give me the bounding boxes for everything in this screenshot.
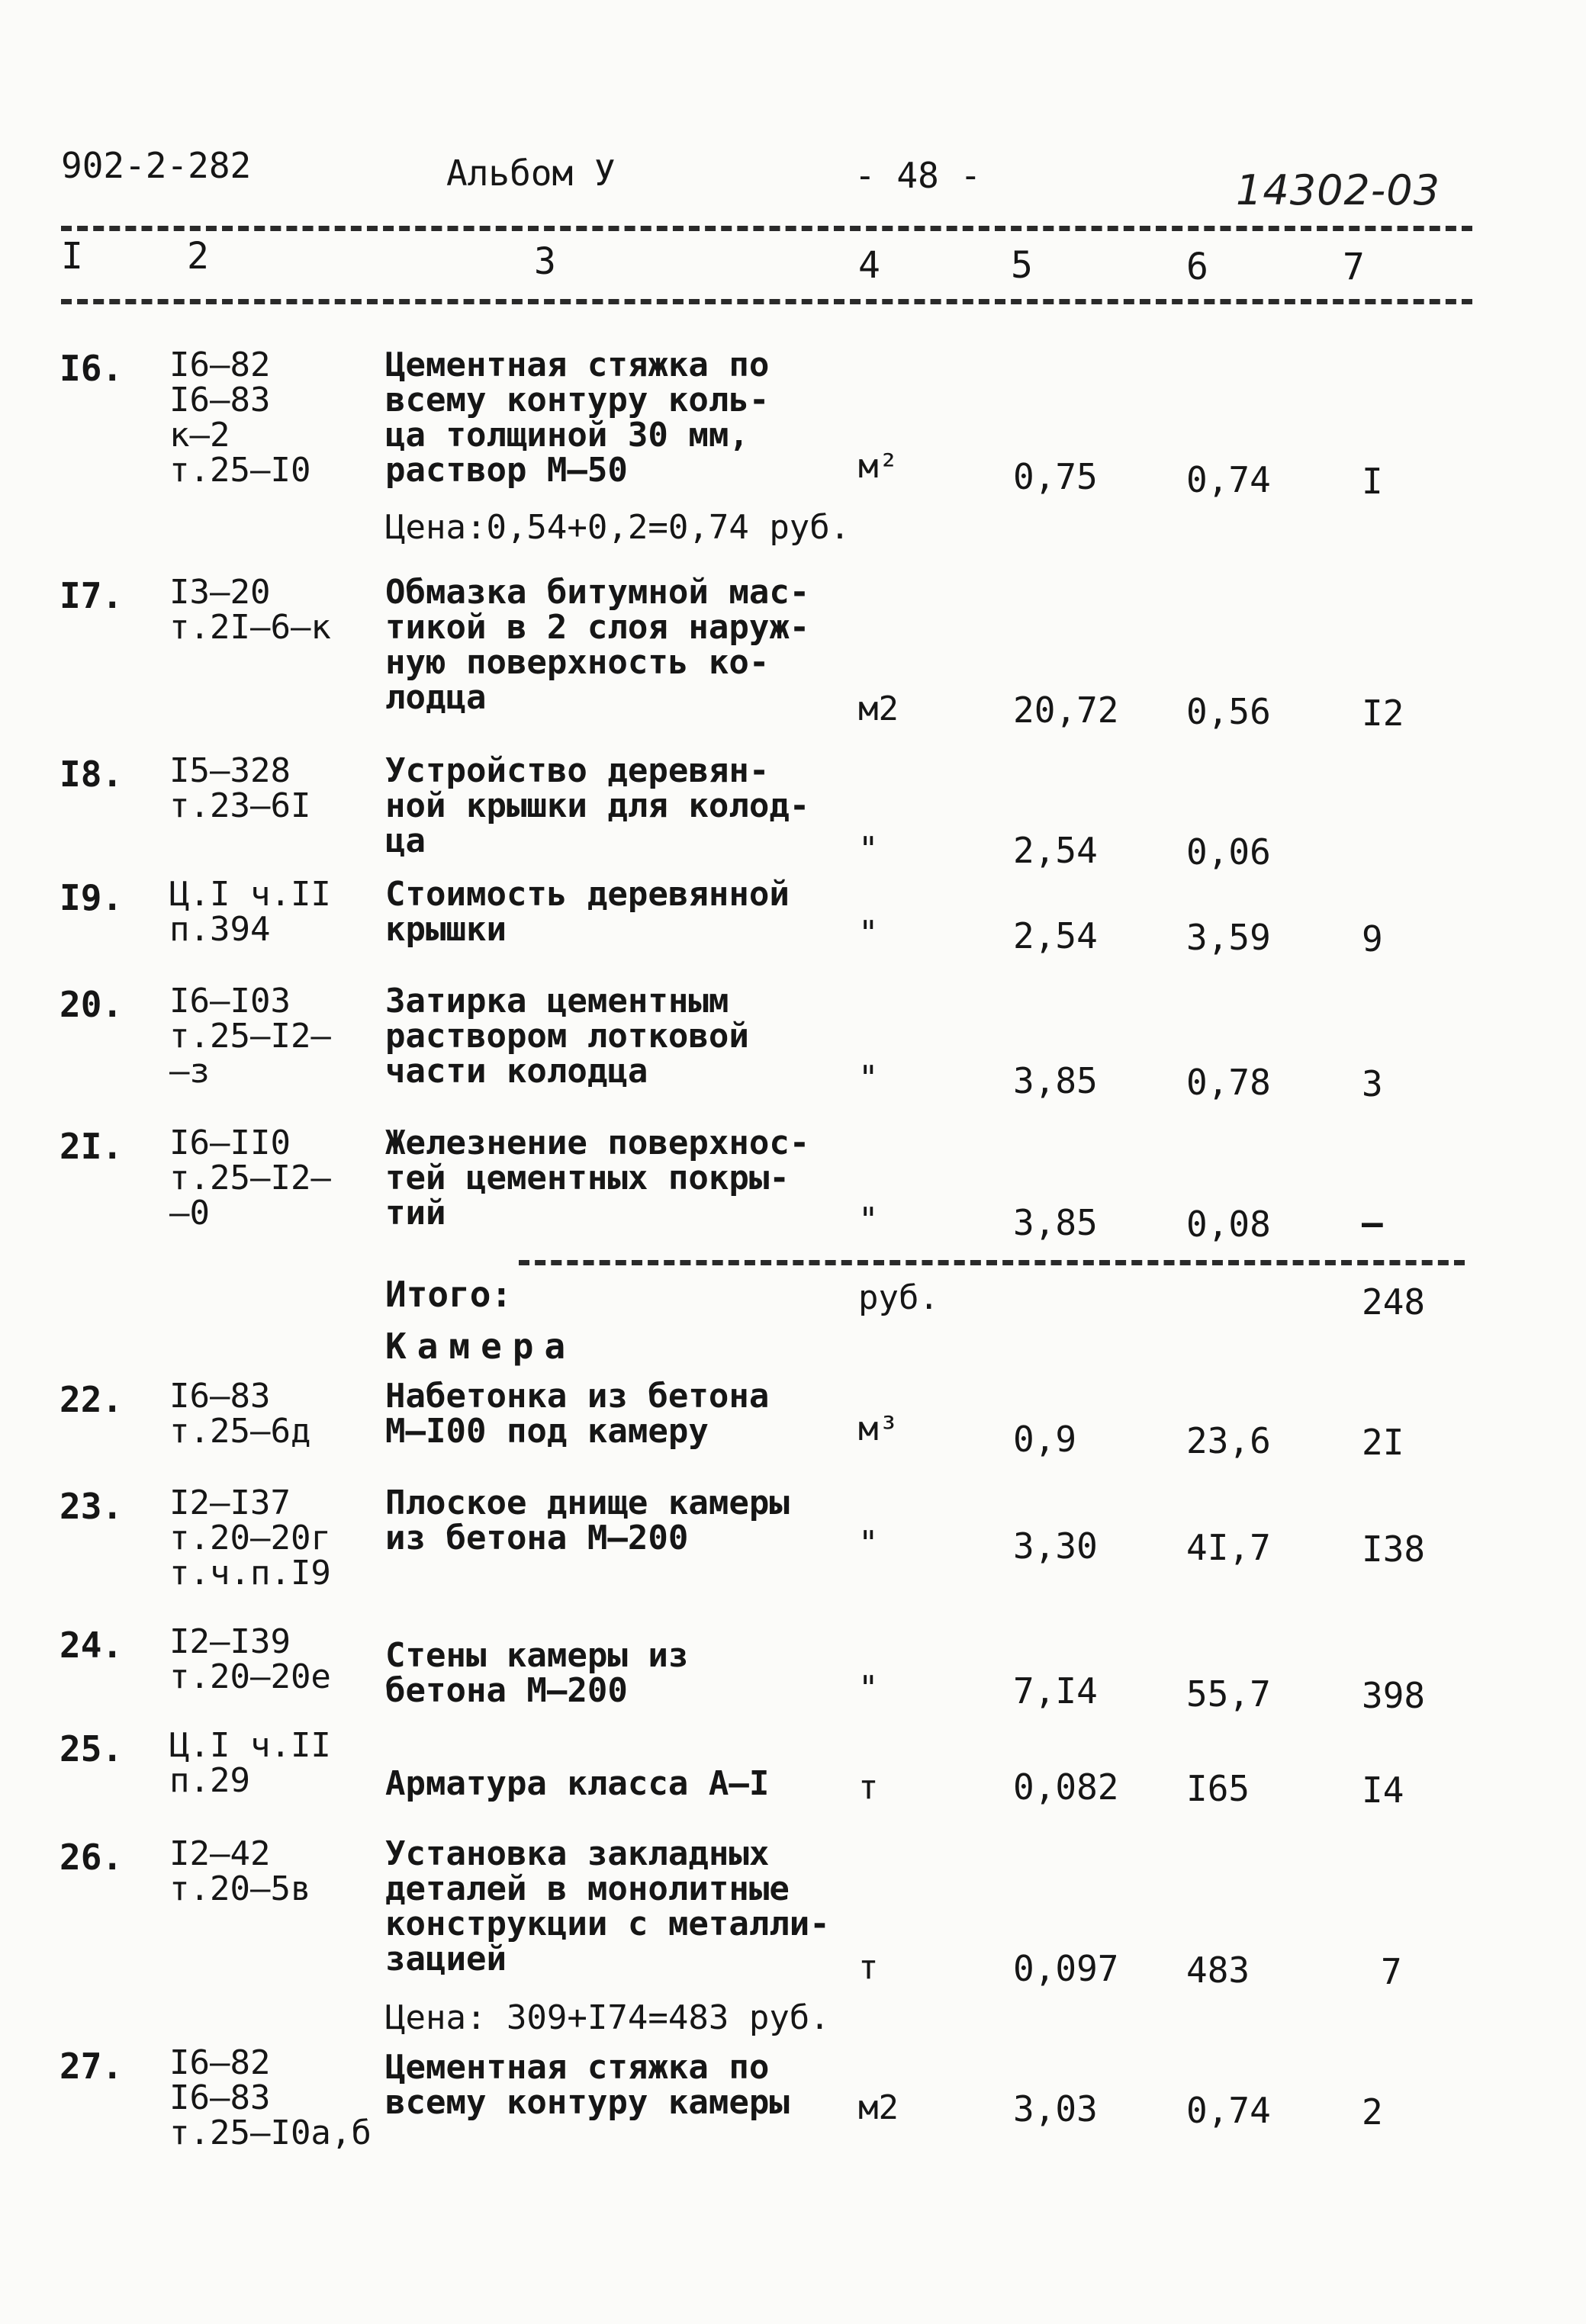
- row-code: I6–II0 т.25–I2– –0: [169, 1123, 331, 1233]
- row-unit: ": [858, 830, 879, 869]
- row-quantity: 0,9: [1013, 1419, 1077, 1460]
- row-quantity: 3,85: [1013, 1060, 1098, 1101]
- row-code: I5–328 т.23–6I: [169, 751, 311, 825]
- row-number: I6.: [60, 348, 124, 389]
- row-unit-price: 23,6: [1186, 1420, 1271, 1461]
- row-number: I7.: [60, 575, 124, 616]
- header-bottom-rule: [61, 299, 1472, 304]
- row-code: I3–20 т.2I–6–к: [169, 573, 331, 647]
- row-unit-price: 0,06: [1186, 831, 1271, 873]
- row-number: I9.: [60, 877, 124, 918]
- col-header-1: I: [61, 235, 83, 278]
- row-code: I2–I39 т.20–20е: [169, 1622, 331, 1696]
- page-number: - 48 -: [854, 155, 982, 196]
- row-description: Устройство деревян- ной крышки для колод- ца: [385, 751, 810, 860]
- col-header-7: 7: [1343, 246, 1365, 288]
- row-number: 27.: [60, 2046, 124, 2087]
- row-number: I8.: [60, 754, 124, 795]
- row-cost: I38: [1362, 1528, 1426, 1570]
- row-cost: 398: [1362, 1675, 1426, 1716]
- row-unit-price: 0,08: [1186, 1204, 1271, 1245]
- row-code: I2–42 т.20–5в: [169, 1834, 311, 1908]
- row-number: 23.: [60, 1486, 124, 1527]
- row-code: I2–I37 т.20–20г т.ч.п.I9: [169, 1483, 331, 1593]
- subtotal-rule: [519, 1260, 1465, 1265]
- row-quantity: 0,75: [1013, 456, 1098, 497]
- row-cost: 2I: [1362, 1422, 1404, 1463]
- row-quantity: 0,097: [1013, 1948, 1119, 1989]
- row-number: 24.: [60, 1625, 124, 1666]
- row-number: 26.: [60, 1837, 124, 1878]
- row-unit-price: I65: [1186, 1768, 1250, 1809]
- row-quantity: 20,72: [1013, 689, 1119, 731]
- header-top-rule: [61, 226, 1472, 231]
- row-description: Затирка цементным раствором лотковой части колодца: [385, 982, 749, 1091]
- inventory-stamp: 14302-03: [1236, 166, 1440, 214]
- row-unit: ": [858, 1669, 879, 1708]
- col-header-2: 2: [187, 235, 209, 278]
- row-number: 2I.: [60, 1126, 124, 1167]
- col-header-4: 4: [858, 244, 880, 287]
- row-cost: 3: [1362, 1063, 1383, 1104]
- row-description: Набетонка из бетона М–I00 под камеру: [385, 1377, 770, 1451]
- row-quantity: 3,85: [1013, 1202, 1098, 1243]
- row-description: Цементная стяжка по всему контуру камеры: [385, 2048, 790, 2122]
- row-description: Плоское днище камеры из бетона М–200: [385, 1483, 790, 1557]
- row-unit-price: 4I,7: [1186, 1527, 1271, 1568]
- row-unit: ": [858, 914, 879, 953]
- row-price-note: Цена:0,54+0,2=0,74 руб.: [385, 508, 851, 547]
- section-heading: Камера: [385, 1326, 577, 1367]
- row-cost: 7: [1381, 1951, 1402, 1992]
- row-quantity: 3,30: [1013, 1525, 1098, 1567]
- row-unit: т: [858, 1948, 879, 1987]
- row-description: Железнение поверхнос- тей цементных покры- тий: [385, 1123, 810, 1233]
- row-cost: 2: [1362, 2091, 1383, 2133]
- row-unit: м³: [858, 1410, 899, 1448]
- row-unit-price: 0,74: [1186, 459, 1271, 500]
- row-number: 22.: [60, 1379, 124, 1420]
- subtotal-label: Итого:: [385, 1274, 513, 1315]
- col-header-6: 6: [1186, 246, 1208, 288]
- row-number: 20.: [60, 984, 124, 1025]
- row-unit-price: 3,59: [1186, 917, 1271, 958]
- row-unit-price: 483: [1186, 1950, 1250, 1991]
- row-unit: ": [858, 1201, 879, 1239]
- row-unit-price: 0,56: [1186, 691, 1271, 732]
- album-label: Альбом У: [446, 153, 616, 194]
- row-code: I6–82 I6–83 т.25–I0а,б: [169, 2043, 372, 2152]
- row-cost: I: [1362, 461, 1383, 502]
- row-quantity: 3,03: [1013, 2088, 1098, 2130]
- row-description: Стены камеры из бетона М–200: [385, 1636, 689, 1710]
- row-code: I6–I03 т.25–I2– –з: [169, 982, 331, 1091]
- row-code: I6–82 I6–83 к–2 т.25–I0: [169, 346, 311, 490]
- row-price-note: Цена: 309+I74=483 руб.: [385, 1998, 830, 2037]
- subtotal-unit: руб.: [858, 1278, 939, 1317]
- row-unit: м²: [858, 447, 899, 486]
- row-unit: т: [858, 1768, 879, 1807]
- row-description: Установка закладных деталей в монолитные конструкции с металли- зацией: [385, 1834, 830, 1978]
- col-header-5: 5: [1011, 244, 1033, 287]
- row-cost: I2: [1362, 693, 1404, 734]
- row-unit: м2: [858, 2088, 899, 2127]
- col-header-3: 3: [534, 240, 556, 283]
- row-code: Ц.I ч.II п.394: [169, 875, 331, 949]
- row-unit-price: 0,74: [1186, 2090, 1271, 2131]
- row-quantity: 7,I4: [1013, 1670, 1098, 1712]
- row-description: Цементная стяжка по всему контуру коль- ца толщиной 30 мм, раствор М–50: [385, 346, 770, 490]
- subtotal-value: 248: [1362, 1281, 1426, 1323]
- row-cost: 9: [1362, 918, 1383, 959]
- row-unit-price: 55,7: [1186, 1673, 1271, 1715]
- row-code: Ц.I ч.II п.29: [169, 1726, 331, 1800]
- document-code: 902-2-282: [61, 145, 252, 186]
- row-description: Арматура класса А–I: [385, 1764, 770, 1803]
- row-description: Обмазка битумной мас- тикой в 2 слоя наруж- ную поверхность ко- лодца: [385, 573, 810, 717]
- row-quantity: 2,54: [1013, 915, 1098, 956]
- row-unit: ": [858, 1059, 879, 1098]
- row-unit: ": [858, 1524, 879, 1563]
- row-cost: –: [1362, 1202, 1383, 1243]
- row-unit-price: 0,78: [1186, 1062, 1271, 1103]
- row-unit: м2: [858, 689, 899, 728]
- row-quantity: 2,54: [1013, 830, 1098, 871]
- row-quantity: 0,082: [1013, 1766, 1119, 1808]
- row-cost: I4: [1362, 1770, 1404, 1811]
- row-code: I6–83 т.25–6д: [169, 1377, 311, 1451]
- row-description: Стоимость деревянной крышки: [385, 875, 790, 949]
- row-number: 25.: [60, 1728, 124, 1770]
